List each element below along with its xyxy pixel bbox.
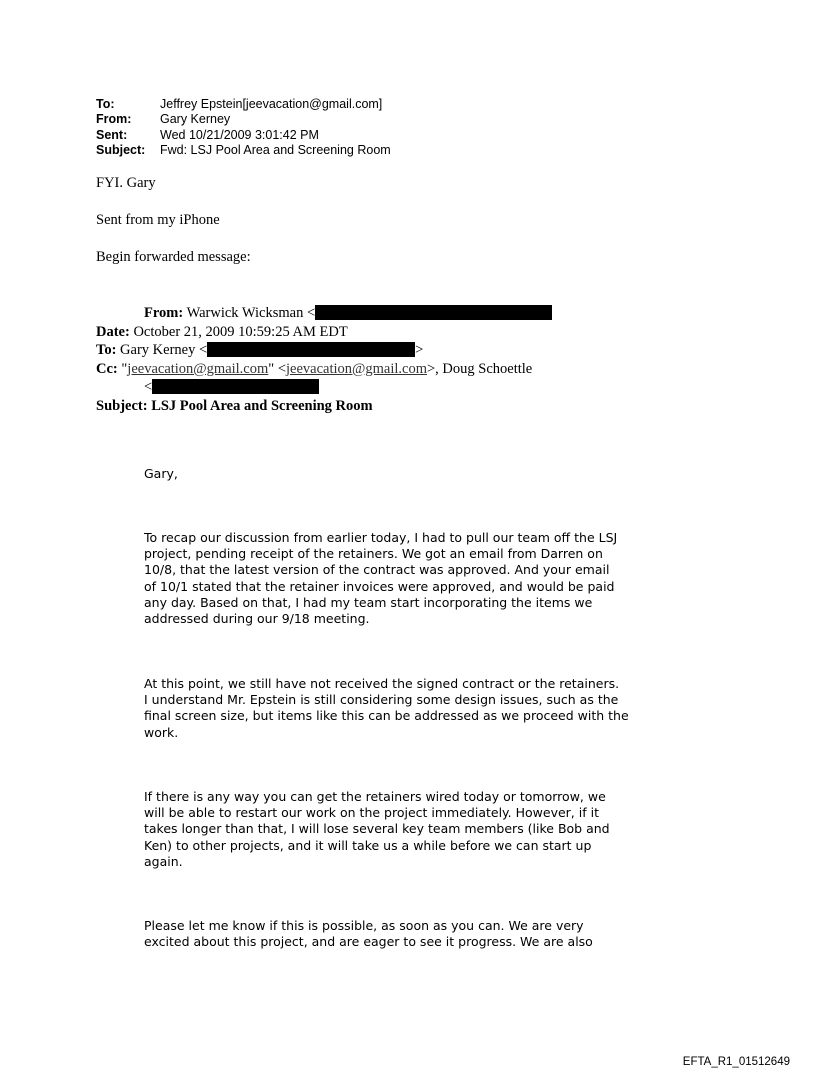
body-line: will be able to restart our work on the project immediately. However, if it [144, 805, 599, 821]
fwd-from-row [96, 304, 552, 323]
body-line: any day. Based on that, I had my team start incorporating the items we [144, 594, 593, 610]
paragraph-3 [144, 789, 610, 870]
header-subject-row [96, 143, 391, 158]
to-value: Jeffrey Epstein[jeevacation@gmail.com] [160, 97, 383, 111]
header-sent-row [96, 128, 391, 143]
fwd-date-label: Date: [96, 323, 130, 340]
cc-email-link-2[interactable]: jeevacation@gmail.com [286, 360, 427, 377]
cc-line2-prefix: < [144, 379, 153, 395]
fwd-cc-label: Cc: [96, 360, 118, 377]
body-line: If there is any way you can get the retainers wired today or tomorrow, we [144, 789, 606, 804]
body-line: To recap our discussion from earlier today, I had to pull our team off the LSJ [144, 530, 618, 545]
body-line: project, pending receipt of the retainers. We got an email from Darren on [144, 546, 603, 562]
redaction-bar [207, 342, 415, 357]
body-line: takes longer than that, I will lose several key team members (like Bob and [144, 821, 610, 837]
email-header [96, 97, 391, 159]
redaction-bar [152, 379, 319, 394]
header-from-row [96, 112, 391, 127]
cc-email-link[interactable]: jeevacation@gmail.com [127, 360, 269, 377]
fwd-to-close: > [415, 342, 424, 358]
body-line: final screen size, but items like this can be addressed as we proceed with the [144, 708, 629, 724]
to-label: To: [96, 97, 115, 111]
fwd-subject-label: Subject: [96, 397, 148, 414]
forwarded-header [96, 304, 552, 415]
fwd-date-value: October 21, 2009 10:59:25 AM EDT [133, 323, 348, 340]
body-line: excited about this project, and are eager to see it progress. We are also [144, 934, 593, 950]
cc-mid: " < [268, 360, 287, 377]
cc-tail: >, Doug Schoettle [427, 360, 533, 377]
fwd-cc-row-2 [96, 378, 552, 397]
subject-label: Subject: [96, 143, 146, 158]
body-line: At this point, we still have not received the signed contract or the retainers. [144, 676, 620, 691]
body-line: work. [144, 724, 179, 740]
from-label: From: [96, 112, 132, 127]
fwd-to-row [96, 341, 552, 360]
begin-forwarded-line: Begin forwarded message: [96, 249, 251, 265]
greeting: Gary, [144, 466, 178, 481]
from-value: Gary Kerney [160, 112, 231, 127]
paragraph-2 [144, 676, 629, 741]
sent-from-line: Sent from my iPhone [96, 212, 220, 228]
header-to-row [96, 97, 391, 112]
paragraph-1 [144, 530, 617, 627]
fwd-from-value: Warwick Wicksman < [186, 305, 316, 321]
fwd-date-row [96, 323, 552, 342]
body-line: Please let me know if this is possible, as soon as you can. We are very [144, 918, 584, 933]
cc-quote-open: " [121, 360, 128, 377]
fwd-cc-row [96, 360, 552, 379]
fwd-subject-row [96, 397, 552, 416]
fwd-to-value: Gary Kerney < [120, 342, 208, 358]
fwd-from-label: From: [144, 305, 184, 321]
body-line: Ken) to other projects, and it will take us a while before we can start up [144, 837, 592, 853]
body-line: addressed during our 9/18 meeting. [144, 611, 370, 627]
document-id: EFTA_R1_01512649 [682, 1056, 790, 1068]
sent-value: Wed 10/21/2009 3:01:42 PM [160, 127, 319, 142]
body-line: again. [144, 853, 183, 869]
body-line: I understand Mr. Epstein is still considering some design issues, such as the [144, 692, 619, 708]
paragraph-4 [144, 918, 593, 950]
body-line: of 10/1 stated that the retainer invoices were approved, and would be paid [144, 578, 615, 594]
fwd-to-label: To: [96, 342, 117, 358]
fwd-subject-value: LSJ Pool Area and Screening Room [151, 397, 373, 414]
redaction-bar [315, 305, 552, 320]
fyi-line: FYI. Gary [96, 175, 156, 191]
subject-value: Fwd: LSJ Pool Area and Screening Room [160, 143, 391, 158]
sent-label: Sent: [96, 127, 128, 142]
body-line: 10/8, that the latest version of the contract was approved. And your email [144, 562, 610, 578]
